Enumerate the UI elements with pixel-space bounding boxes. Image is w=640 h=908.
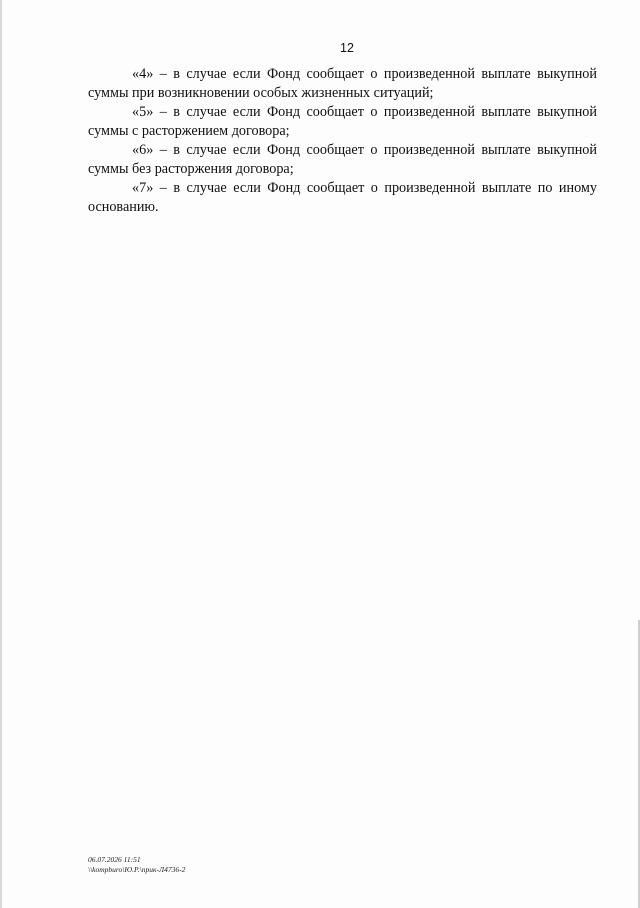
- footer-stamp: [88, 855, 185, 875]
- body-text: [88, 65, 597, 217]
- paragraph-code-6: «6» – в случае если Фонд сообщает о произведенной выплате выкупной суммы без расторжения договора;: [88, 142, 597, 177]
- paragraph-code-7: «7» – в случае если Фонд сообщает о произведенной выплате по иному основанию.: [88, 180, 597, 215]
- paragraph-code-5: «5» – в случае если Фонд сообщает о произведенной выплате выкупной суммы с расторжением договора;: [88, 104, 597, 139]
- footer-file-path: \\kompburo\Ю.Р.\прик-Л4736-2: [88, 865, 186, 874]
- page-number: 12: [340, 41, 354, 55]
- paragraph-code-4: «4» – в случае если Фонд сообщает о произведенной выплате выкупной суммы при возникновении особых жизненных ситуаций;: [88, 66, 597, 101]
- scan-edge-left: [0, 0, 2, 908]
- footer-date-time: 06.07.2026 11:51: [88, 855, 141, 864]
